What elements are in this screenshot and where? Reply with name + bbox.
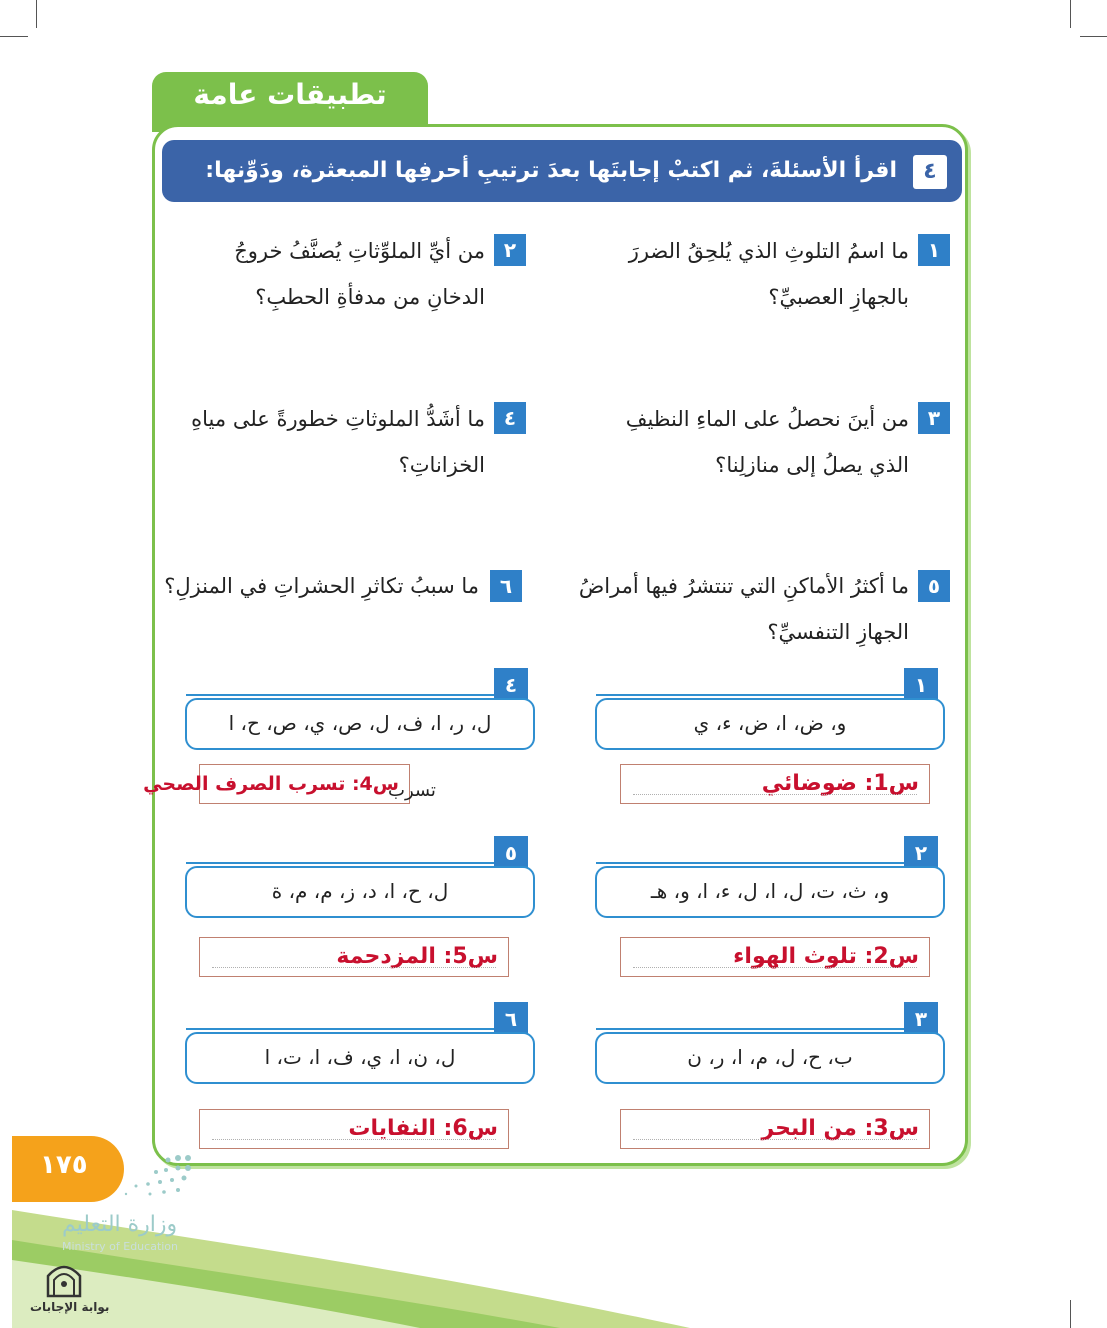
question-text: من أيِّ الملوِّثاتِ يُصنَّفُ خروجُ الدخانِ من مدفأةِ الحطبِ؟	[234, 239, 485, 309]
crop-mark	[1080, 36, 1107, 37]
answer-dotted-line	[633, 1139, 917, 1140]
crop-mark	[1070, 0, 1071, 28]
answers-portal-logo-icon	[44, 1258, 84, 1298]
answer-field[interactable]: س4: تسرب الصرف الصحي	[199, 764, 410, 804]
scrambled-letters-box: و، ض، ا، ض، ء، ي	[595, 698, 945, 750]
box-rule	[186, 1028, 494, 1030]
box-badge: ٤	[494, 668, 528, 702]
scrambled-letters-box: و، ث، ت، ل، ا، ل، ء، ا، و، هـ	[595, 866, 945, 918]
answer-field[interactable]: س5: المزدحمة	[199, 937, 509, 977]
question-badge: ٥	[918, 570, 950, 602]
ministry-name-ar: وزارة التعليم	[62, 1212, 178, 1237]
box-rule	[596, 694, 904, 696]
answer-field[interactable]: س3: من البحر	[620, 1109, 930, 1149]
answer-dotted-line	[633, 967, 917, 968]
scrambled-letters-box: ل، ح، ا، د، ز، م، م، ة	[185, 866, 535, 918]
stray-text: تسرب	[388, 780, 436, 801]
scrambled-letters-box: ل، ن، ا، ي، ف، ا، ت، ا	[185, 1032, 535, 1084]
answer-dotted-line	[212, 1139, 496, 1140]
ministry-name-en: Ministry of Education	[62, 1240, 179, 1253]
ministry-logo-dots-icon	[118, 1150, 198, 1200]
box-rule	[186, 694, 494, 696]
box-badge: ١	[904, 668, 938, 702]
box-badge: ٥	[494, 836, 528, 870]
instruction-number: ٤	[913, 155, 947, 189]
question-text: ما أكثرُ الأماكنِ التي تنتشرُ فيها أمراضُ الجهازِ التنفسيِّ؟	[578, 574, 909, 644]
crop-mark	[0, 36, 28, 37]
question-text: ما سببُ تكاثرِ الحشراتِ في المنزلِ؟	[164, 574, 479, 598]
question-badge: ٣	[918, 402, 950, 434]
question-text: ما أشَدُّ الملوثاتِ خطورةً على مياهِ الخزاناتِ؟	[191, 407, 485, 477]
question-badge: ١	[918, 234, 950, 266]
crop-mark	[1070, 1300, 1071, 1328]
page-number: ١٧٥	[40, 1150, 88, 1180]
answers-portal-label: بوابة الإجابات	[30, 1300, 110, 1314]
question-badge: ٢	[494, 234, 526, 266]
answer-field[interactable]: س2: تلوث الهواء	[620, 937, 930, 977]
answer-field[interactable]: س1: ضوضائي	[620, 764, 930, 804]
question-badge: ٦	[490, 570, 522, 602]
box-badge: ٦	[494, 1002, 528, 1036]
answer-field[interactable]: س6: النفايات	[199, 1109, 509, 1149]
scrambled-letters-box: ل، ر، ا، ف، ل، ص، ي، ص، ح، ا	[185, 698, 535, 750]
scrambled-letters-box: ب، ح، ل، م، ا، ر، ن	[595, 1032, 945, 1084]
answer-dotted-line	[633, 794, 917, 795]
question-badge: ٤	[494, 402, 526, 434]
box-badge: ٢	[904, 836, 938, 870]
answer-dotted-line	[212, 967, 496, 968]
instruction-text: اقرأ الأسئلةَ، ثم اكتبْ إجابتَها بعدَ ترتيبِ أحرفِها المبعثرة، ودَوِّنها:	[205, 158, 897, 183]
box-badge: ٣	[904, 1002, 938, 1036]
question-text: ما اسمُ التلوثِ الذي يُلحِقُ الضررَ بالجهازِ العصبيِّ؟	[628, 239, 909, 309]
crop-mark	[36, 0, 37, 28]
section-title: تطبيقات عامة	[193, 78, 387, 111]
box-rule	[596, 1028, 904, 1030]
box-rule	[596, 862, 904, 864]
question-text: من أينَ نحصلُ على الماءِ النظيفِ الذي يصلُ إلى منازلِنا؟	[625, 407, 909, 477]
box-rule	[186, 862, 494, 864]
